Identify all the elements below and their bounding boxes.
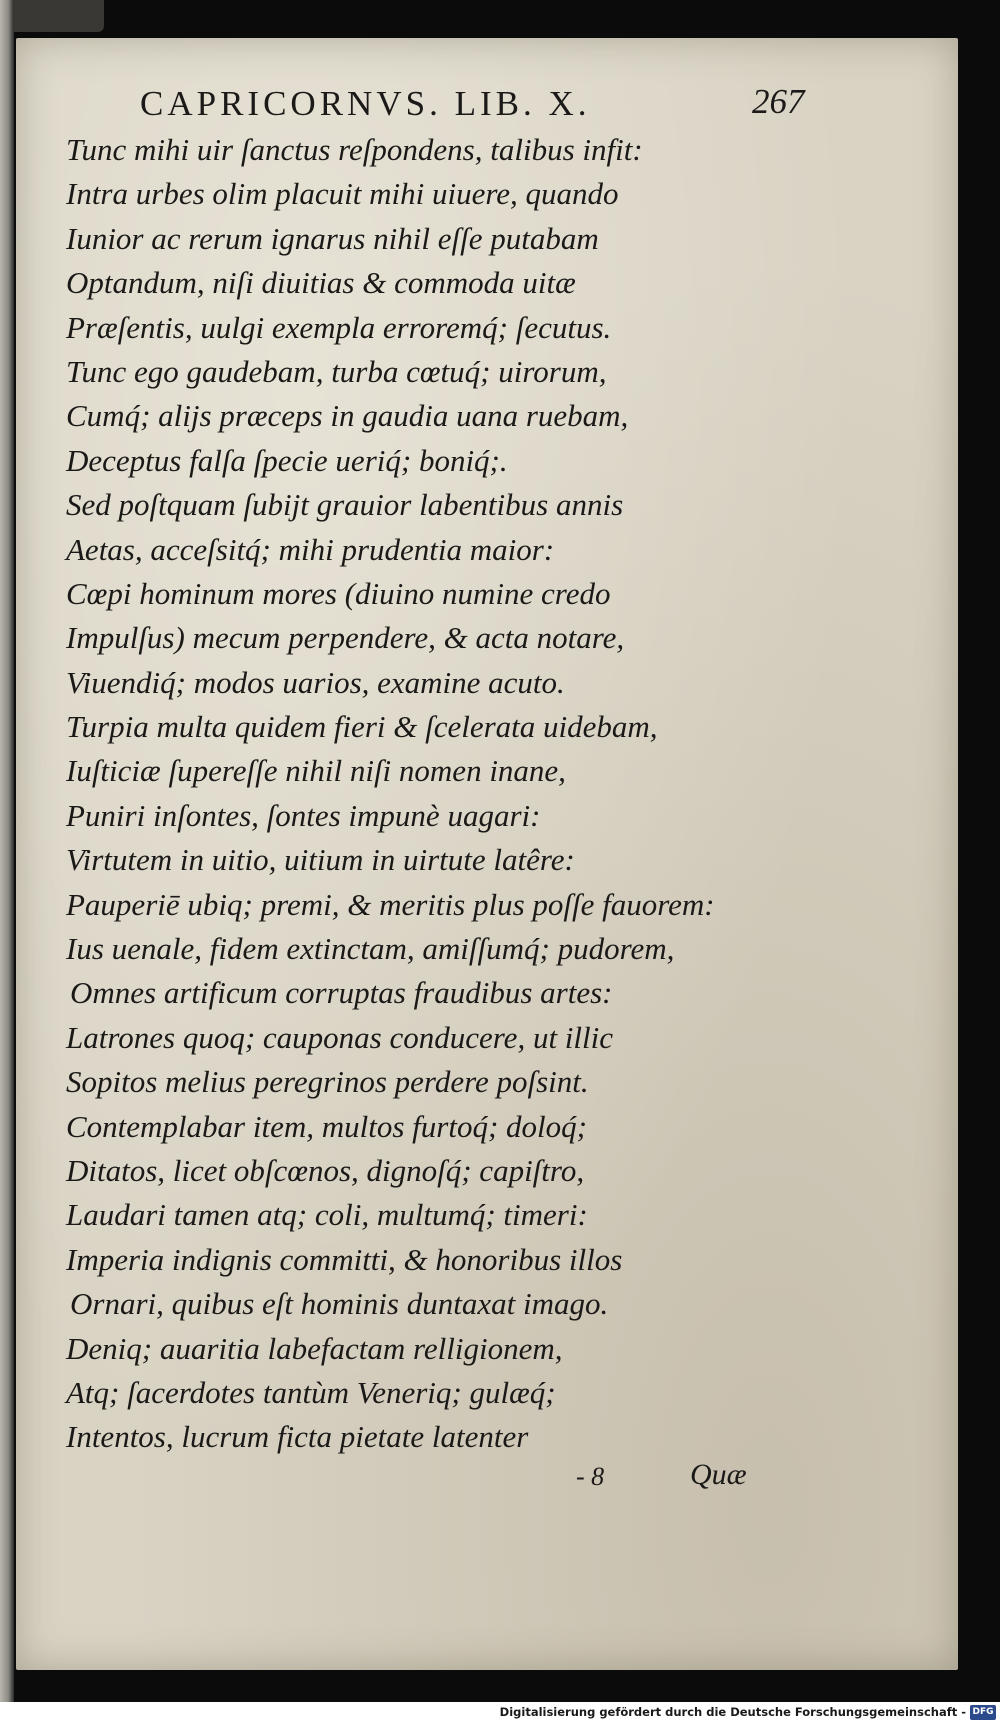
book-page [16,38,958,1670]
verse-line: Ius uenale, fidem extinctam, amiſſumq́; pudorem, [66,931,675,967]
verse-line: Cœpi hominum mores (diuino numine credo [66,575,611,611]
verse-line: Turpia multa quidem fieri & ſcelerata uidebam, [66,709,658,745]
verse-line: Iunior ac rerum ignarus nihil eſſe putabam [66,220,599,256]
digitization-credit-bar [0,1702,1000,1724]
verse-line: Ornari, quibus eſt hominis duntaxat imago. [70,1286,609,1322]
verse-line: Optandum, niſi diuitias & commoda uitæ [66,265,576,301]
verse-line: Pauperiē ubiq; premi, & meritis plus poſſe fauorem: [66,886,715,922]
verse-line: Latrones quoq; cauponas conducere, ut illic [66,1019,614,1055]
verse-line: Contemplabar item, multos furtoq́; doloq́; [66,1108,587,1144]
credit-text: Digitalisierung gefördert durch die Deutsche Forschungsgemeinschaft - [499,1705,966,1719]
verse-line: Tunc ego gaudebam, turba cœtuq́; uirorum, [66,353,607,389]
verse-line: Intra urbes olim placuit mihi uiuere, quando [66,176,619,212]
verse-line: Iuſticiæ ſupereſſe nihil niſi nomen inane, [66,753,566,789]
verse-line: Omnes artificum corruptas fraudibus artes: [70,975,613,1011]
book-spine-tab [14,0,104,32]
verse-line: Tunc mihi uir ſanctus reſpondens, talibus infit: [66,132,643,167]
verse-text [66,128,926,1460]
verse-line: Sopitos melius peregrinos perdere poſsint. [66,1064,589,1100]
verse-line: Aetas, acceſsitq́; mihi prudentia maior: [66,531,555,567]
page-number: 267 [752,82,805,121]
verse-line: Atq; ſacerdotes tantùm Veneriq; gulæq́; [66,1374,556,1410]
dfg-logo-icon: DFG [970,1705,996,1720]
verse-line: Laudari tamen atq; coli, multumq́; timeri: [66,1197,588,1233]
catchword: Quæ [690,1458,747,1491]
page-footer [576,1458,876,1502]
verse-line: Intentos, lucrum ficta pietate latenter [66,1419,529,1455]
verse-line: Cumq́; alijs præceps in gaudia uana ruebam, [66,398,629,434]
binding-edge [0,0,14,1724]
verse-line: Puniri inſontes, ſontes impunè uagari: [66,797,541,833]
verse-line: Præſentis, uulgi exempla erroremq́; ſecutus. [66,309,612,345]
verse-line: Deniq; auaritia labefactam relligionem, [66,1330,563,1366]
verse-line: Sed poſtquam ſubijt grauior labentibus annis [66,487,624,523]
verse-line: Viuendiq́; modos uarios, examine acuto. [66,664,565,700]
running-title: CAPRICORNVS. LIB. X. [140,84,591,123]
verse-line: Deceptus falſa ſpecie ueriq́; boniq́;. [66,442,508,478]
signature-mark: - 8 [576,1462,605,1491]
verse-line: Impulſus) mecum perpendere, & acta notare, [66,620,625,656]
verse-line: Imperia indignis committi, & honoribus illos [66,1241,623,1277]
verse-line: Virtutem in uitio, uitium in uirtute latêre: [66,842,575,878]
verse-line: Ditatos, licet obſcœnos, dignoſq́; capiſtro, [66,1152,585,1188]
